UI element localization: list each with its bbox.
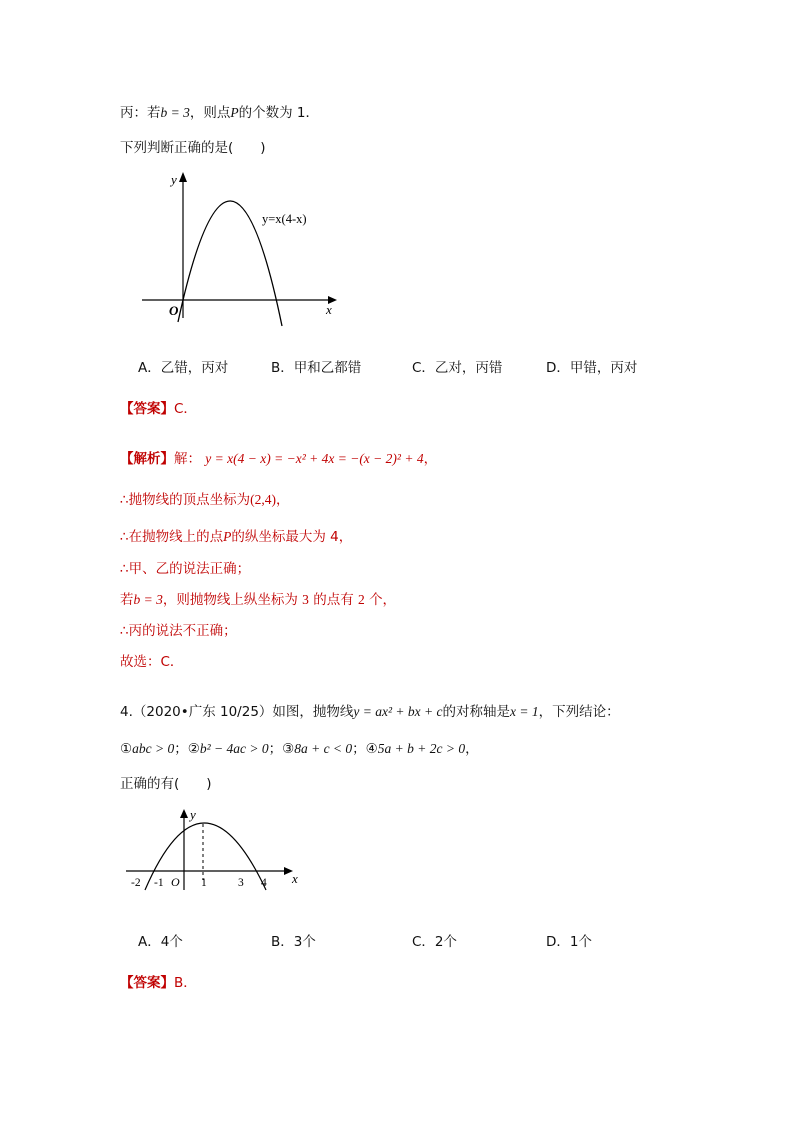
text: ① [120, 741, 133, 757]
math: P [223, 529, 232, 544]
math: 8a + c < 0 [294, 741, 353, 756]
q3-step-6: 故选：C． [120, 654, 184, 670]
math: 3 [302, 592, 309, 607]
q3-x-label: x [326, 302, 332, 317]
q3-y-arrow [179, 172, 187, 182]
text: ；② [174, 741, 200, 757]
q3-option-b: B．甲和乙都错 [271, 360, 362, 376]
text: ，则点 [189, 105, 231, 121]
q4-tick-label: -2 [131, 877, 141, 889]
math: b = 3 [133, 592, 163, 607]
math: b² − 4ac > 0 [199, 741, 269, 756]
q4-answer [120, 974, 197, 992]
text: ，下列结论： [538, 704, 620, 720]
text: 丙：若 [120, 105, 161, 121]
q4-tick-label: -1 [154, 877, 164, 889]
q3-statement-bing [120, 104, 319, 122]
question-number: 4. [120, 704, 133, 720]
q4-graph [118, 800, 318, 895]
q4-tick-label: 4 [261, 877, 267, 889]
q4-stem [120, 703, 620, 721]
q4-option-c: C．2个 [412, 934, 458, 950]
text: 的个数为 1． [238, 105, 320, 121]
q3-origin-label: O [169, 303, 179, 318]
math: y = x(4 − x) = −x² + 4x = −(x − 2)² + 4 [205, 451, 424, 466]
q4-y-arrow [180, 809, 188, 818]
answer-text: B． [174, 975, 197, 991]
text: 如图，抛物线 [272, 704, 354, 720]
q4-tick-label: 1 [201, 877, 207, 889]
math: 2 [358, 592, 365, 607]
q3-option-a: A．乙错，丙对 [138, 360, 229, 376]
q4-tick-label: 3 [238, 877, 244, 889]
text: 的点有 [313, 592, 354, 608]
text: 若 [120, 592, 134, 608]
q3-analysis [120, 450, 437, 468]
q4-option-d: D．1个 [546, 934, 592, 950]
math: P [230, 105, 239, 120]
text: 的对称轴是 [442, 704, 511, 720]
math: b = 3 [160, 105, 190, 120]
q3-step-4 [120, 591, 396, 609]
q4-statements [120, 740, 479, 758]
math: (2,4) [250, 492, 276, 507]
answer-tag: 【答案】 [120, 975, 174, 991]
q3-option-d: D．甲错，丙对 [546, 360, 638, 376]
q4-x-label: x [292, 871, 298, 886]
text: 解： [174, 451, 201, 467]
analysis-tag: 【解析】 [120, 451, 174, 467]
text: ∴在抛物线上的点 [120, 529, 224, 545]
q3-graph [130, 168, 350, 328]
math: x = 1 [510, 704, 539, 719]
q4-question: 正确的有( ) [120, 776, 212, 792]
math: 5a + b + 2c > 0 [377, 741, 466, 756]
q4-origin-label: O [171, 875, 180, 889]
text: ， [275, 492, 290, 508]
q4-y-label: y [190, 807, 196, 822]
q3-question: 下列判断正确的是( ) [120, 140, 266, 156]
text: ，则抛物线上纵坐标为 [162, 592, 298, 608]
q3-y-label: y [171, 172, 177, 187]
q3-step-2 [120, 528, 352, 546]
text: ∴抛物线的顶点坐标为 [120, 492, 251, 508]
q3-option-c: C．乙对，丙错 [412, 360, 503, 376]
q4-option-a: A．4个 [138, 934, 183, 950]
q3-step-1 [120, 491, 289, 509]
text: ， [465, 741, 479, 757]
answer-text: C． [174, 401, 197, 417]
q3-answer [120, 400, 197, 418]
math: y = ax² + bx + c [353, 704, 443, 719]
answer-tag: 【答案】 [120, 401, 174, 417]
math: abc > 0 [132, 741, 175, 756]
q3-step-3: ∴甲、乙的说法正确； [120, 561, 251, 577]
q3-curve-label: y=x(4-x) [262, 212, 307, 226]
text: ；③ [268, 741, 295, 757]
question-source: （2020•广东 10/25） [132, 704, 273, 720]
text: ， [423, 451, 438, 467]
text: 的纵坐标最大为 4， [231, 529, 353, 545]
q3-step-5: ∴丙的说法不正确； [120, 623, 237, 639]
text: ；④ [352, 741, 378, 757]
text: 个， [369, 592, 397, 608]
q4-option-b: B．3个 [271, 934, 316, 950]
